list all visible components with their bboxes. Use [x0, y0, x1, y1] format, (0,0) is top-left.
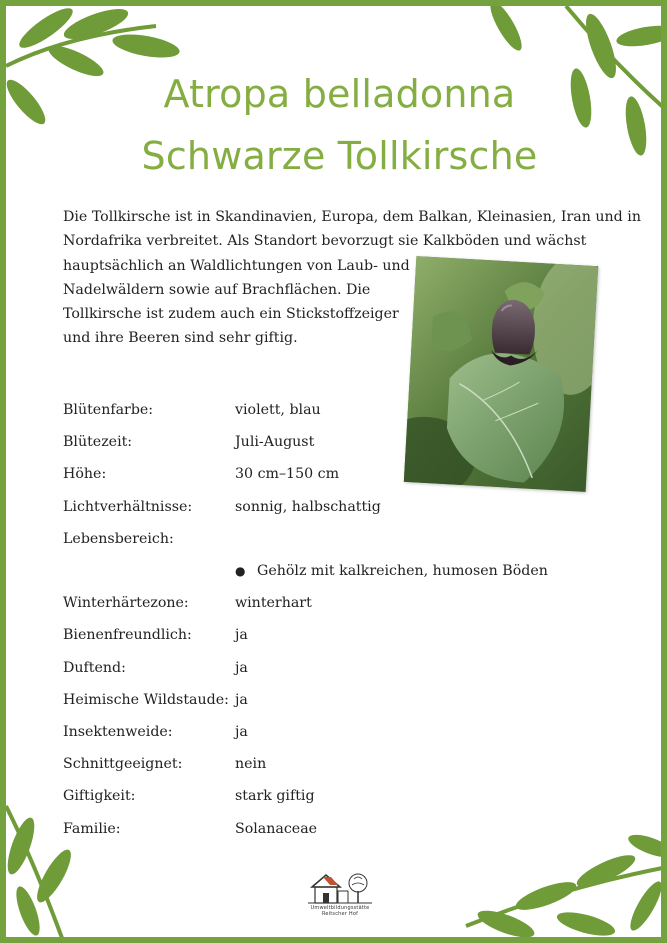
intro-line: hauptsächlich an Waldlichtungen von Laub- und: [63, 257, 410, 274]
fact-value: ja: [235, 627, 248, 644]
fact-label: Schnittgeeignet:: [63, 756, 183, 773]
bullet-icon: ●: [235, 564, 246, 579]
fact-value: stark giftig: [235, 788, 315, 805]
fact-value: Juli-August: [235, 434, 315, 451]
lebensbereich-text: Gehölz mit kalkreichen, humosen Böden: [257, 563, 548, 580]
fact-row-giftigkeit: [63, 780, 623, 812]
logo-text-line1: Umweltbildungsstätte: [310, 905, 370, 911]
fact-label: Heimische Wildstaude:: [63, 691, 229, 708]
fact-row-bluetenfarbe: [63, 394, 623, 426]
logo-text-line2: Reitscher Hof: [321, 911, 359, 917]
fact-row-familie: [63, 812, 623, 844]
fact-value: ja: [235, 723, 248, 740]
lebensbereich-item: [63, 555, 623, 587]
fact-label: Blütenfarbe:: [63, 402, 154, 419]
fact-row-winterhaertezone: [63, 587, 623, 619]
fact-label: Familie:: [63, 820, 121, 837]
fact-row-schnittgeeignet: [63, 748, 623, 780]
intro-line: und ihre Beeren sind sehr giftig.: [63, 330, 298, 347]
fact-row-bienenfreundlich: [63, 619, 623, 651]
fact-label: Lichtverhältnisse:: [63, 498, 193, 515]
fact-value: ja: [235, 659, 248, 676]
fact-label: Giftigkeit:: [63, 788, 136, 805]
fact-label: Winterhärtezone:: [63, 595, 189, 612]
fact-label: Blütezeit:: [63, 434, 133, 451]
fact-label: Duftend:: [63, 659, 126, 676]
title-german: Schwarze Tollkirsche: [141, 134, 538, 178]
fact-row-heimische-wildstaude: [63, 684, 623, 716]
fact-label: Höhe:: [63, 466, 107, 483]
fact-value: ja: [235, 691, 248, 708]
fact-value: 30 cm–150 cm: [235, 466, 340, 483]
fact-value: sonnig, halbschattig: [235, 498, 381, 515]
fact-row-hoehe: [63, 458, 623, 490]
intro-line: Nadelwäldern sowie auf Brachflächen. Die: [63, 281, 371, 298]
title-latin: Atropa belladonna: [163, 72, 516, 116]
fact-row-lichtverhaeltnisse: [63, 491, 623, 523]
fact-label: Bienenfreundlich:: [63, 627, 192, 644]
fact-value: violett, blau: [235, 402, 321, 419]
fact-label: Insektenweide:: [63, 723, 173, 740]
fact-row-duftend: [63, 652, 623, 684]
fact-value: winterhart: [235, 595, 312, 612]
fact-row-insektenweide: [63, 716, 623, 748]
intro-line: Tollkirsche ist zudem auch ein Stickstoffzeiger: [63, 306, 399, 323]
plant-facts: [63, 394, 623, 845]
intro-line: Nordafrika verbreitet. Als Standort bevorzugt sie Kalkböden und wächst: [63, 233, 587, 250]
intro-line: Die Tollkirsche ist in Skandinavien, Europa, dem Balkan, Kleinasien, Iran und in: [63, 209, 641, 225]
logo: [304, 869, 376, 917]
fact-value: nein: [235, 756, 267, 773]
fact-row-lebensbereich: [63, 523, 623, 555]
fact-row-bluetezeit: [63, 426, 623, 458]
farmhouse-logo-icon: [304, 869, 376, 905]
fact-label: Lebensbereich:: [63, 530, 174, 547]
fact-value: Solanaceae: [235, 820, 318, 837]
